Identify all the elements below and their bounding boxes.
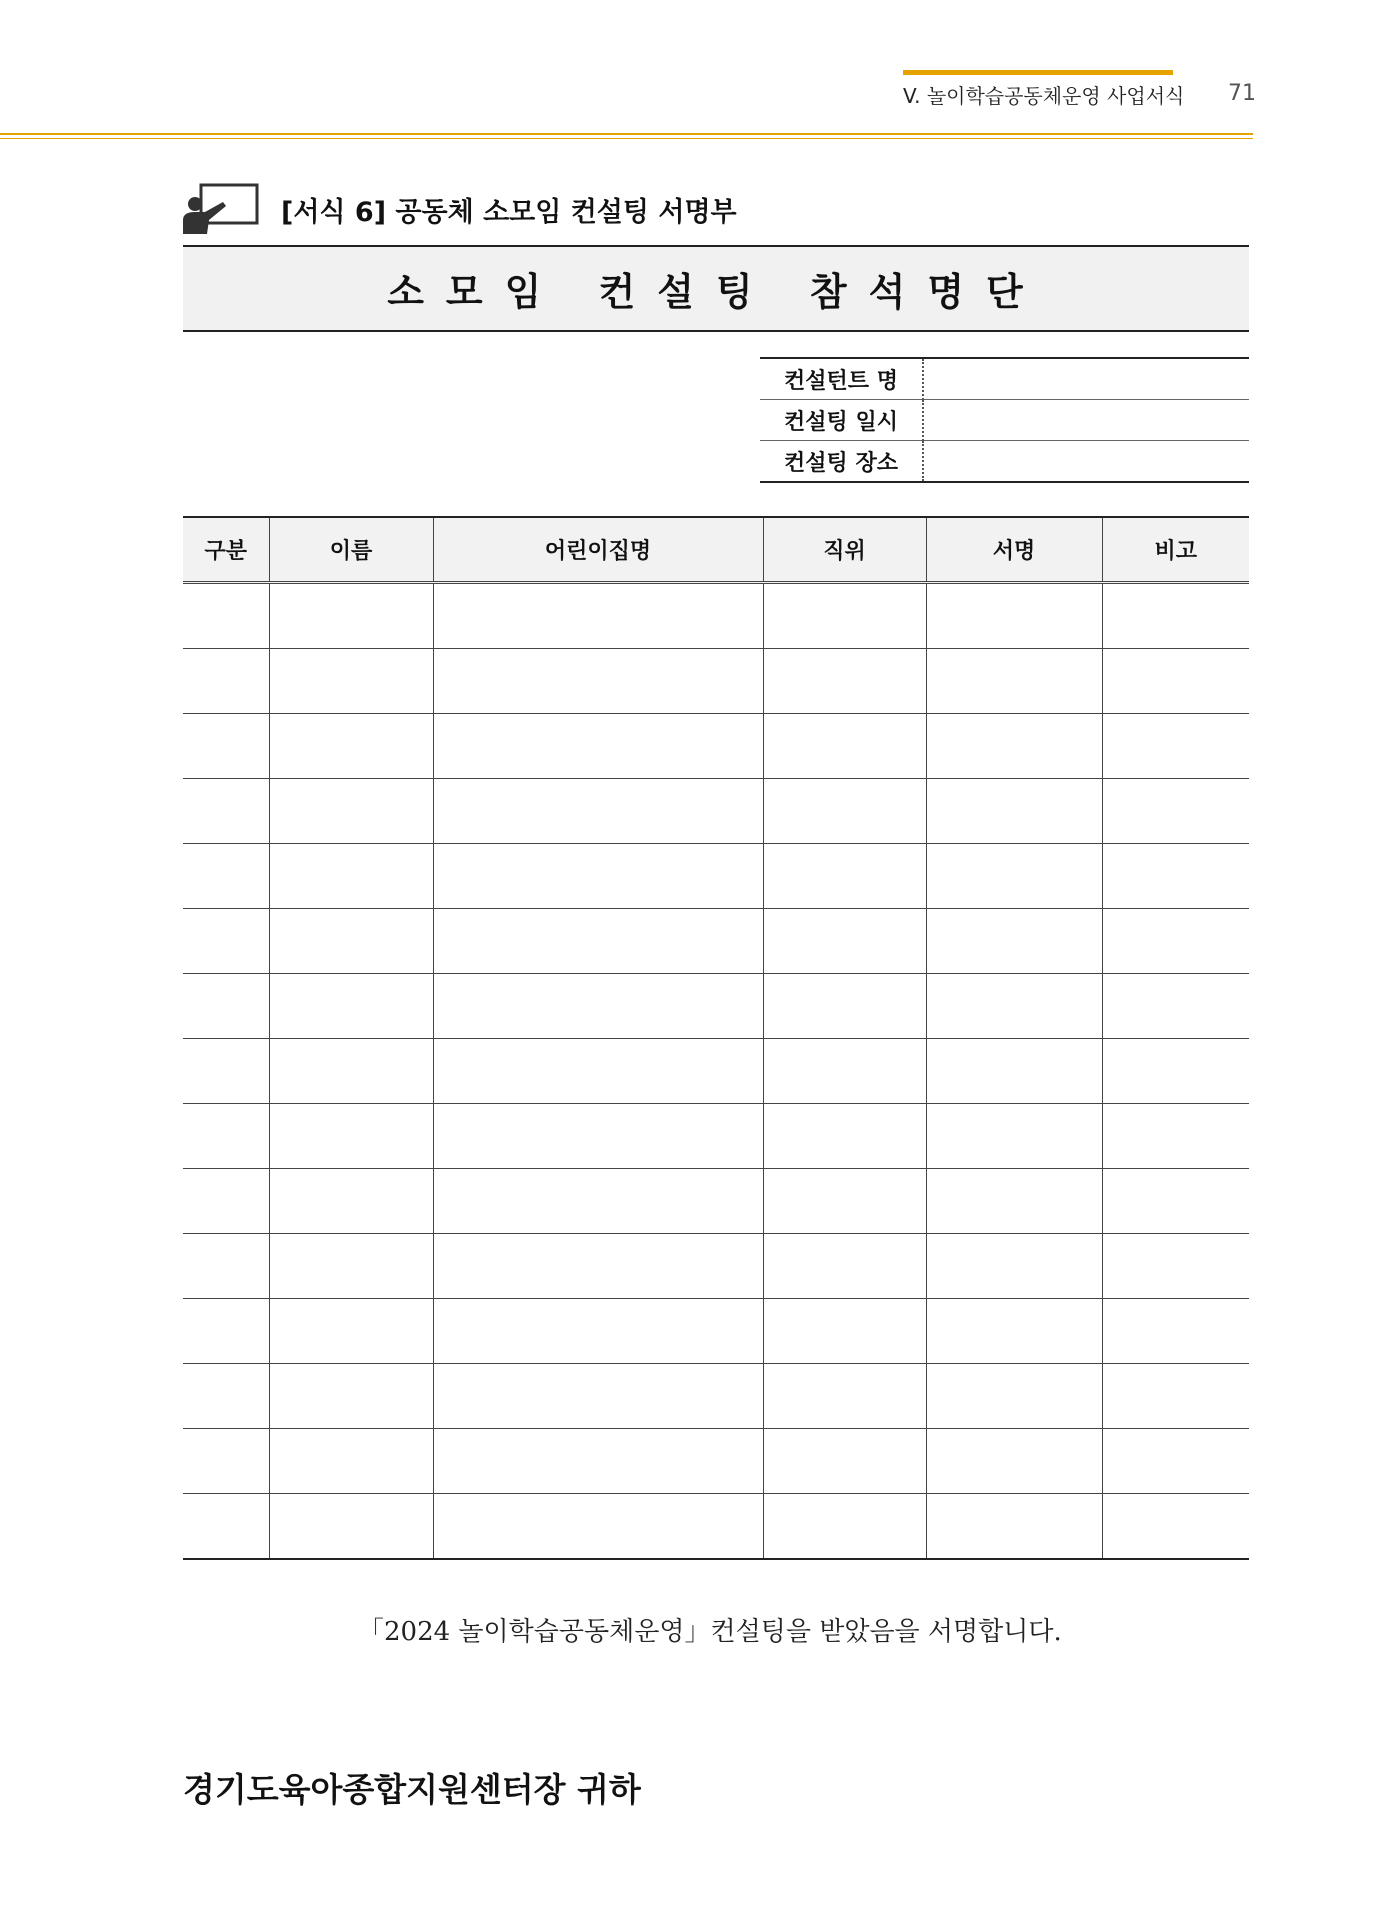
consultant-name-label: 컨설턴트 명 <box>760 358 923 400</box>
daycare-cell[interactable] <box>433 779 763 844</box>
table-header-row <box>183 517 1249 583</box>
table-row <box>183 583 1249 649</box>
daycare-cell[interactable] <box>433 974 763 1039</box>
name-cell[interactable] <box>269 779 433 844</box>
remarks-cell[interactable] <box>1102 714 1249 779</box>
consultant-name-field[interactable] <box>923 358 1249 400</box>
name-cell[interactable] <box>269 583 433 649</box>
form-heading: [서식 6] 공동체 소모임 컨설팅 서명부 <box>281 197 737 228</box>
remarks-cell[interactable] <box>1102 909 1249 974</box>
remarks-cell[interactable] <box>1102 1104 1249 1169</box>
page-number: 71 <box>1228 81 1256 106</box>
position-cell[interactable] <box>763 1104 926 1169</box>
position-cell[interactable] <box>763 1234 926 1299</box>
position-cell[interactable] <box>763 1039 926 1104</box>
consulting-datetime-label: 컨설팅 일시 <box>760 400 923 441</box>
category-cell[interactable] <box>183 974 269 1039</box>
table-row <box>183 779 1249 844</box>
daycare-cell[interactable] <box>433 583 763 649</box>
daycare-cell[interactable] <box>433 1039 763 1104</box>
category-cell[interactable] <box>183 1104 269 1169</box>
category-cell[interactable] <box>183 583 269 649</box>
daycare-cell[interactable] <box>433 649 763 714</box>
remarks-cell[interactable] <box>1102 649 1249 714</box>
attendee-table <box>183 516 1249 1560</box>
table-row <box>183 844 1249 909</box>
header-rule-thin <box>0 138 1253 139</box>
position-cell[interactable] <box>763 714 926 779</box>
remarks-cell[interactable] <box>1102 1429 1249 1494</box>
table-row <box>183 1494 1249 1560</box>
signature-cell[interactable] <box>926 1039 1102 1104</box>
name-cell[interactable] <box>269 1429 433 1494</box>
category-cell[interactable] <box>183 1494 269 1560</box>
daycare-cell[interactable] <box>433 844 763 909</box>
remarks-cell[interactable] <box>1102 974 1249 1039</box>
table-row <box>183 1169 1249 1234</box>
position-cell[interactable] <box>763 1429 926 1494</box>
category-cell[interactable] <box>183 1039 269 1104</box>
daycare-cell[interactable] <box>433 1494 763 1560</box>
daycare-cell[interactable] <box>433 1104 763 1169</box>
position-cell[interactable] <box>763 649 926 714</box>
table-row <box>183 909 1249 974</box>
name-cell[interactable] <box>269 1039 433 1104</box>
table-row <box>183 649 1249 714</box>
daycare-cell[interactable] <box>433 1234 763 1299</box>
signature-cell[interactable] <box>926 1234 1102 1299</box>
info-row-location <box>760 441 1249 483</box>
column-header-category: 구분 <box>183 517 269 583</box>
name-cell[interactable] <box>269 1494 433 1560</box>
position-cell[interactable] <box>763 844 926 909</box>
name-cell[interactable] <box>269 1234 433 1299</box>
daycare-cell[interactable] <box>433 909 763 974</box>
category-cell[interactable] <box>183 714 269 779</box>
category-cell[interactable] <box>183 844 269 909</box>
table-row <box>183 1429 1249 1494</box>
table-row <box>183 1234 1249 1299</box>
remarks-cell[interactable] <box>1102 1039 1249 1104</box>
column-header-daycare: 어린이집명 <box>433 517 763 583</box>
consulting-location-label: 컨설팅 장소 <box>760 441 923 483</box>
position-cell[interactable] <box>763 909 926 974</box>
consulting-info-table <box>760 357 1249 483</box>
remarks-cell[interactable] <box>1102 1494 1249 1560</box>
position-cell[interactable] <box>763 779 926 844</box>
confirmation-statement: 「2024 놀이학습공동체운영」컨설팅을 받았음을 서명합니다. <box>358 1617 1062 1647</box>
signature-cell[interactable] <box>926 714 1102 779</box>
name-cell[interactable] <box>269 714 433 779</box>
consulting-location-field[interactable] <box>923 441 1249 483</box>
name-cell[interactable] <box>269 1169 433 1234</box>
table-row <box>183 974 1249 1039</box>
signature-cell[interactable] <box>926 1494 1102 1560</box>
table-row <box>183 1299 1249 1364</box>
signature-cell[interactable] <box>926 1364 1102 1429</box>
column-header-position: 직위 <box>763 517 926 583</box>
consulting-datetime-field[interactable] <box>923 400 1249 441</box>
signature-cell[interactable] <box>926 649 1102 714</box>
remarks-cell[interactable] <box>1102 844 1249 909</box>
title-box <box>183 245 1249 332</box>
daycare-cell[interactable] <box>433 1299 763 1364</box>
name-cell[interactable] <box>269 649 433 714</box>
position-cell[interactable] <box>763 1494 926 1560</box>
category-cell[interactable] <box>183 779 269 844</box>
signature-cell[interactable] <box>926 1104 1102 1169</box>
column-header-name: 이름 <box>269 517 433 583</box>
daycare-cell[interactable] <box>433 1169 763 1234</box>
position-cell[interactable] <box>763 583 926 649</box>
column-header-signature: 서명 <box>926 517 1102 583</box>
daycare-cell[interactable] <box>433 1429 763 1494</box>
remarks-cell[interactable] <box>1102 1234 1249 1299</box>
name-cell[interactable] <box>269 844 433 909</box>
position-cell[interactable] <box>763 1364 926 1429</box>
category-cell[interactable] <box>183 1169 269 1234</box>
name-cell[interactable] <box>269 1299 433 1364</box>
position-cell[interactable] <box>763 1169 926 1234</box>
info-row-datetime <box>760 400 1249 441</box>
remarks-cell[interactable] <box>1102 1364 1249 1429</box>
table-row <box>183 1039 1249 1104</box>
table-row <box>183 714 1249 779</box>
signature-cell[interactable] <box>926 1429 1102 1494</box>
signature-cell[interactable] <box>926 1169 1102 1234</box>
remarks-cell[interactable] <box>1102 583 1249 649</box>
header-section-title: V. 놀이학습공동체운영 사업서식 <box>903 84 1185 108</box>
column-header-remarks: 비고 <box>1102 517 1249 583</box>
addressee: 경기도육아종합지원센터장 귀하 <box>183 1770 641 1809</box>
category-cell[interactable] <box>183 649 269 714</box>
signature-cell[interactable] <box>926 583 1102 649</box>
name-cell[interactable] <box>269 1104 433 1169</box>
info-row-consultant <box>760 358 1249 400</box>
category-cell[interactable] <box>183 1299 269 1364</box>
remarks-cell[interactable] <box>1102 1299 1249 1364</box>
signature-cell[interactable] <box>926 974 1102 1039</box>
signature-cell[interactable] <box>926 779 1102 844</box>
category-cell[interactable] <box>183 1429 269 1494</box>
name-cell[interactable] <box>269 909 433 974</box>
table-row <box>183 1364 1249 1429</box>
name-cell[interactable] <box>269 974 433 1039</box>
daycare-cell[interactable] <box>433 714 763 779</box>
attendee-table-body <box>183 583 1249 1560</box>
header-accent-bar <box>903 70 1173 75</box>
category-cell[interactable] <box>183 909 269 974</box>
category-cell[interactable] <box>183 1364 269 1429</box>
document-title: 소모임 컨설팅 참석명단 <box>387 270 1045 314</box>
header-rule <box>0 133 1253 135</box>
presentation-board-icon <box>183 182 261 234</box>
signature-cell[interactable] <box>926 844 1102 909</box>
signature-cell[interactable] <box>926 1299 1102 1364</box>
remarks-cell[interactable] <box>1102 1169 1249 1234</box>
remarks-cell[interactable] <box>1102 779 1249 844</box>
name-cell[interactable] <box>269 1364 433 1429</box>
table-row <box>183 1104 1249 1169</box>
position-cell[interactable] <box>763 974 926 1039</box>
daycare-cell[interactable] <box>433 1364 763 1429</box>
category-cell[interactable] <box>183 1234 269 1299</box>
signature-cell[interactable] <box>926 909 1102 974</box>
position-cell[interactable] <box>763 1299 926 1364</box>
